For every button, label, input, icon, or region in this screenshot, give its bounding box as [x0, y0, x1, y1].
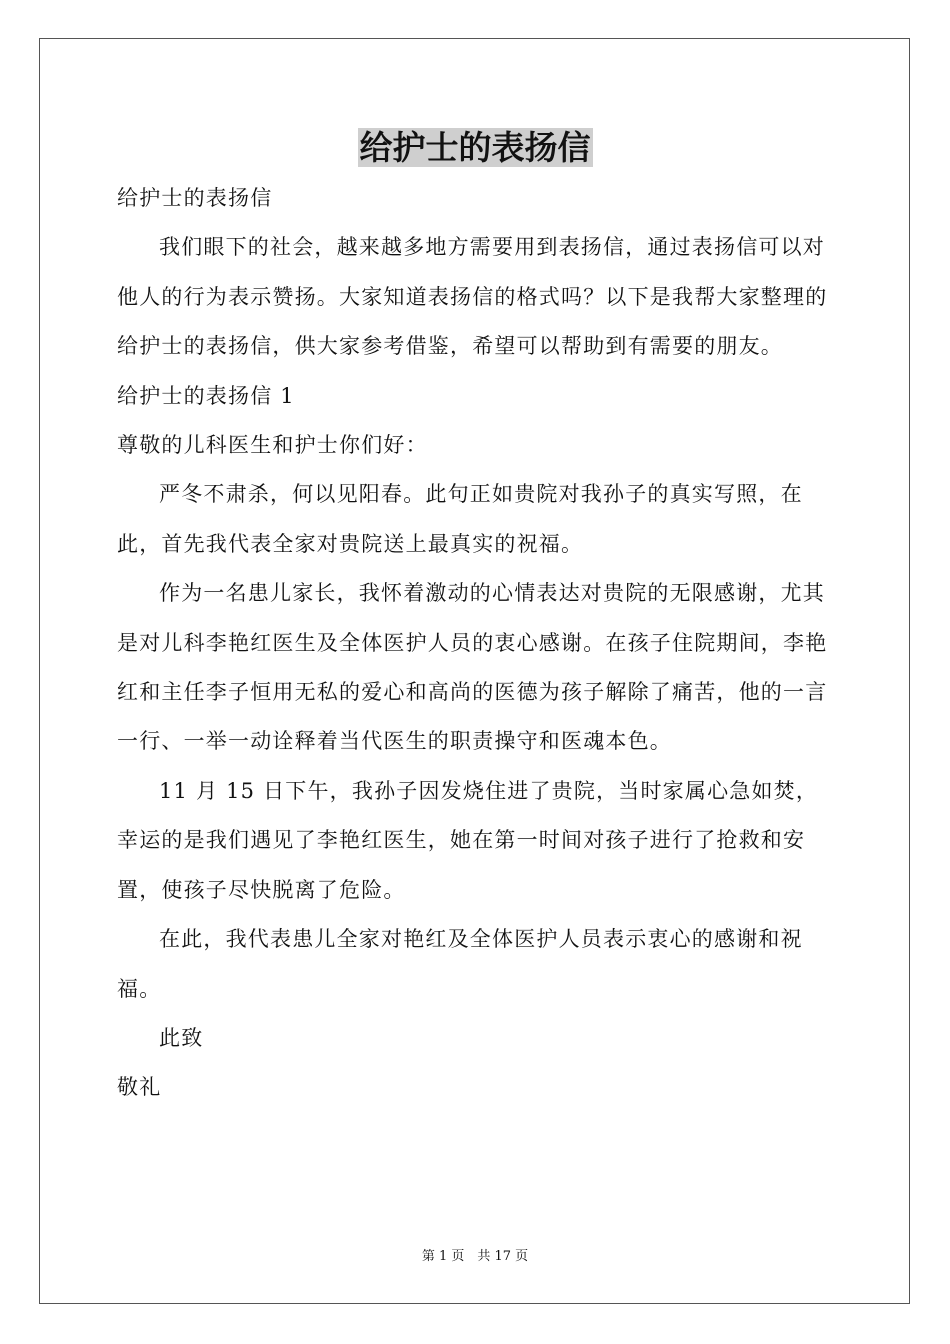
paragraph-body-4: 在此，我代表患儿全家对艳红及全体医护人员表示衷心的感谢和祝福。: [117, 927, 803, 1001]
paragraph-body-3: 11 月 15 日下午，我孙子因发烧住进了贵院，当时家属心急如焚，幸运的是我们遇见了李艳红医生，她在第一时间对孩子进行了抢救和安置，使孩子尽快脱离了危险。: [117, 778, 819, 902]
paragraph-salutation: 尊敬的儿科医生和护士你们好：: [117, 433, 428, 458]
paragraph-letter-title: 给护士的表扬信 1: [117, 383, 295, 408]
document-title-text: 给护士的表扬信: [359, 128, 591, 167]
paragraph-body-2: 作为一名患儿家长，我怀着激动的心情表达对贵院的无限感谢，尤其是对儿科李艳红医生及全体医护人员的衷心感谢。在孩子住院期间，李艳红和主任李子恒用无私的爱心和高尚的医德为孩子解除了痛苦，他的一言一行、一举一动诠释着当代医生的职责操守和医魂本色。: [117, 581, 828, 754]
paragraph-intro: 我们眼下的社会，越来越多地方需要用到表扬信，通过表扬信可以对他人的行为表示赞扬。大家知道表扬信的格式吗？以下是我帮大家整理的给护士的表扬信，供大家参考借鉴，希望可以帮助到有需要的朋友。: [117, 235, 828, 359]
page-number-footer: 第 1 页 共 17 页: [421, 1249, 529, 1264]
document-title: [0, 124, 950, 172]
paragraph-regards: 敬礼: [117, 1075, 162, 1100]
paragraph-body-1: 严冬不肃杀，何以见阳春。此句正如贵院对我孙子的真实写照，在此，首先我代表全家对贵院送上最真实的祝福。: [117, 482, 803, 556]
paragraph-closing: 此致: [159, 1025, 204, 1050]
document-body: [117, 174, 837, 1113]
paragraph-heading: 给护士的表扬信: [117, 186, 273, 210]
